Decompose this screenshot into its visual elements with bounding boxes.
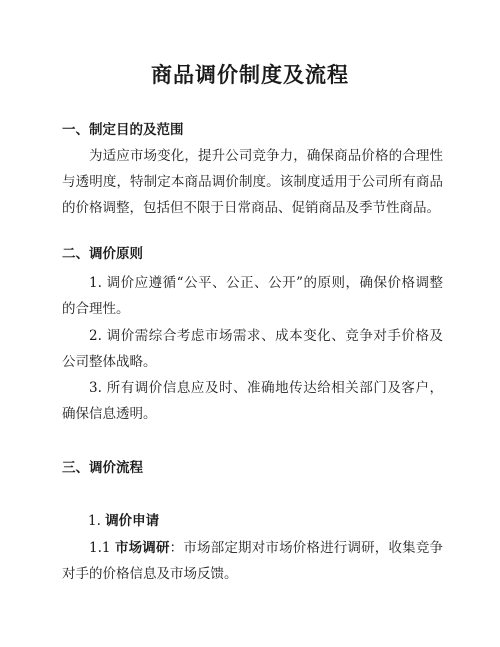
- section-heading-purpose: 一、制定目的及范围: [62, 122, 184, 138]
- paragraph-principle-3: 3. 所有调价信息应及时、准确地传达给相关部门及客户，确保信息透明。: [62, 380, 443, 422]
- subsection-application: [88, 512, 159, 530]
- subsection-number: 1.: [88, 513, 101, 529]
- section-heading-principles: 二、调价原则: [62, 246, 143, 262]
- item-text: 市场部定期对市场价格进行调研，收集竞争对手的价格信息及市场反馈。: [62, 540, 444, 582]
- paragraph-purpose: 为适应市场变化，提升公司竞争力，确保商品价格的合理性与透明度，特制定本商品调价制度。该制度适用于公司所有商品的价格调整，包括但不限于日常商品、促销商品及季节性商品。: [62, 148, 443, 216]
- paragraph-principle-1: 1. 调价应遵循“公平、公正、公开”的原则，确保价格调整的合理性。: [62, 275, 443, 317]
- section-heading-process: 三、调价流程: [62, 460, 143, 476]
- subsection-title: 调价申请: [105, 513, 160, 529]
- document-title: 商品调价制度及流程: [151, 63, 349, 87]
- paragraph-market-research: [62, 535, 443, 587]
- item-title: 市场调研: [114, 540, 170, 556]
- item-separator: ：: [169, 540, 184, 556]
- paragraph-principle-2: 2. 调价需综合考虑市场需求、成本变化、竞争对手价格及公司整体战略。: [62, 328, 443, 370]
- item-number: 1.1: [89, 540, 111, 556]
